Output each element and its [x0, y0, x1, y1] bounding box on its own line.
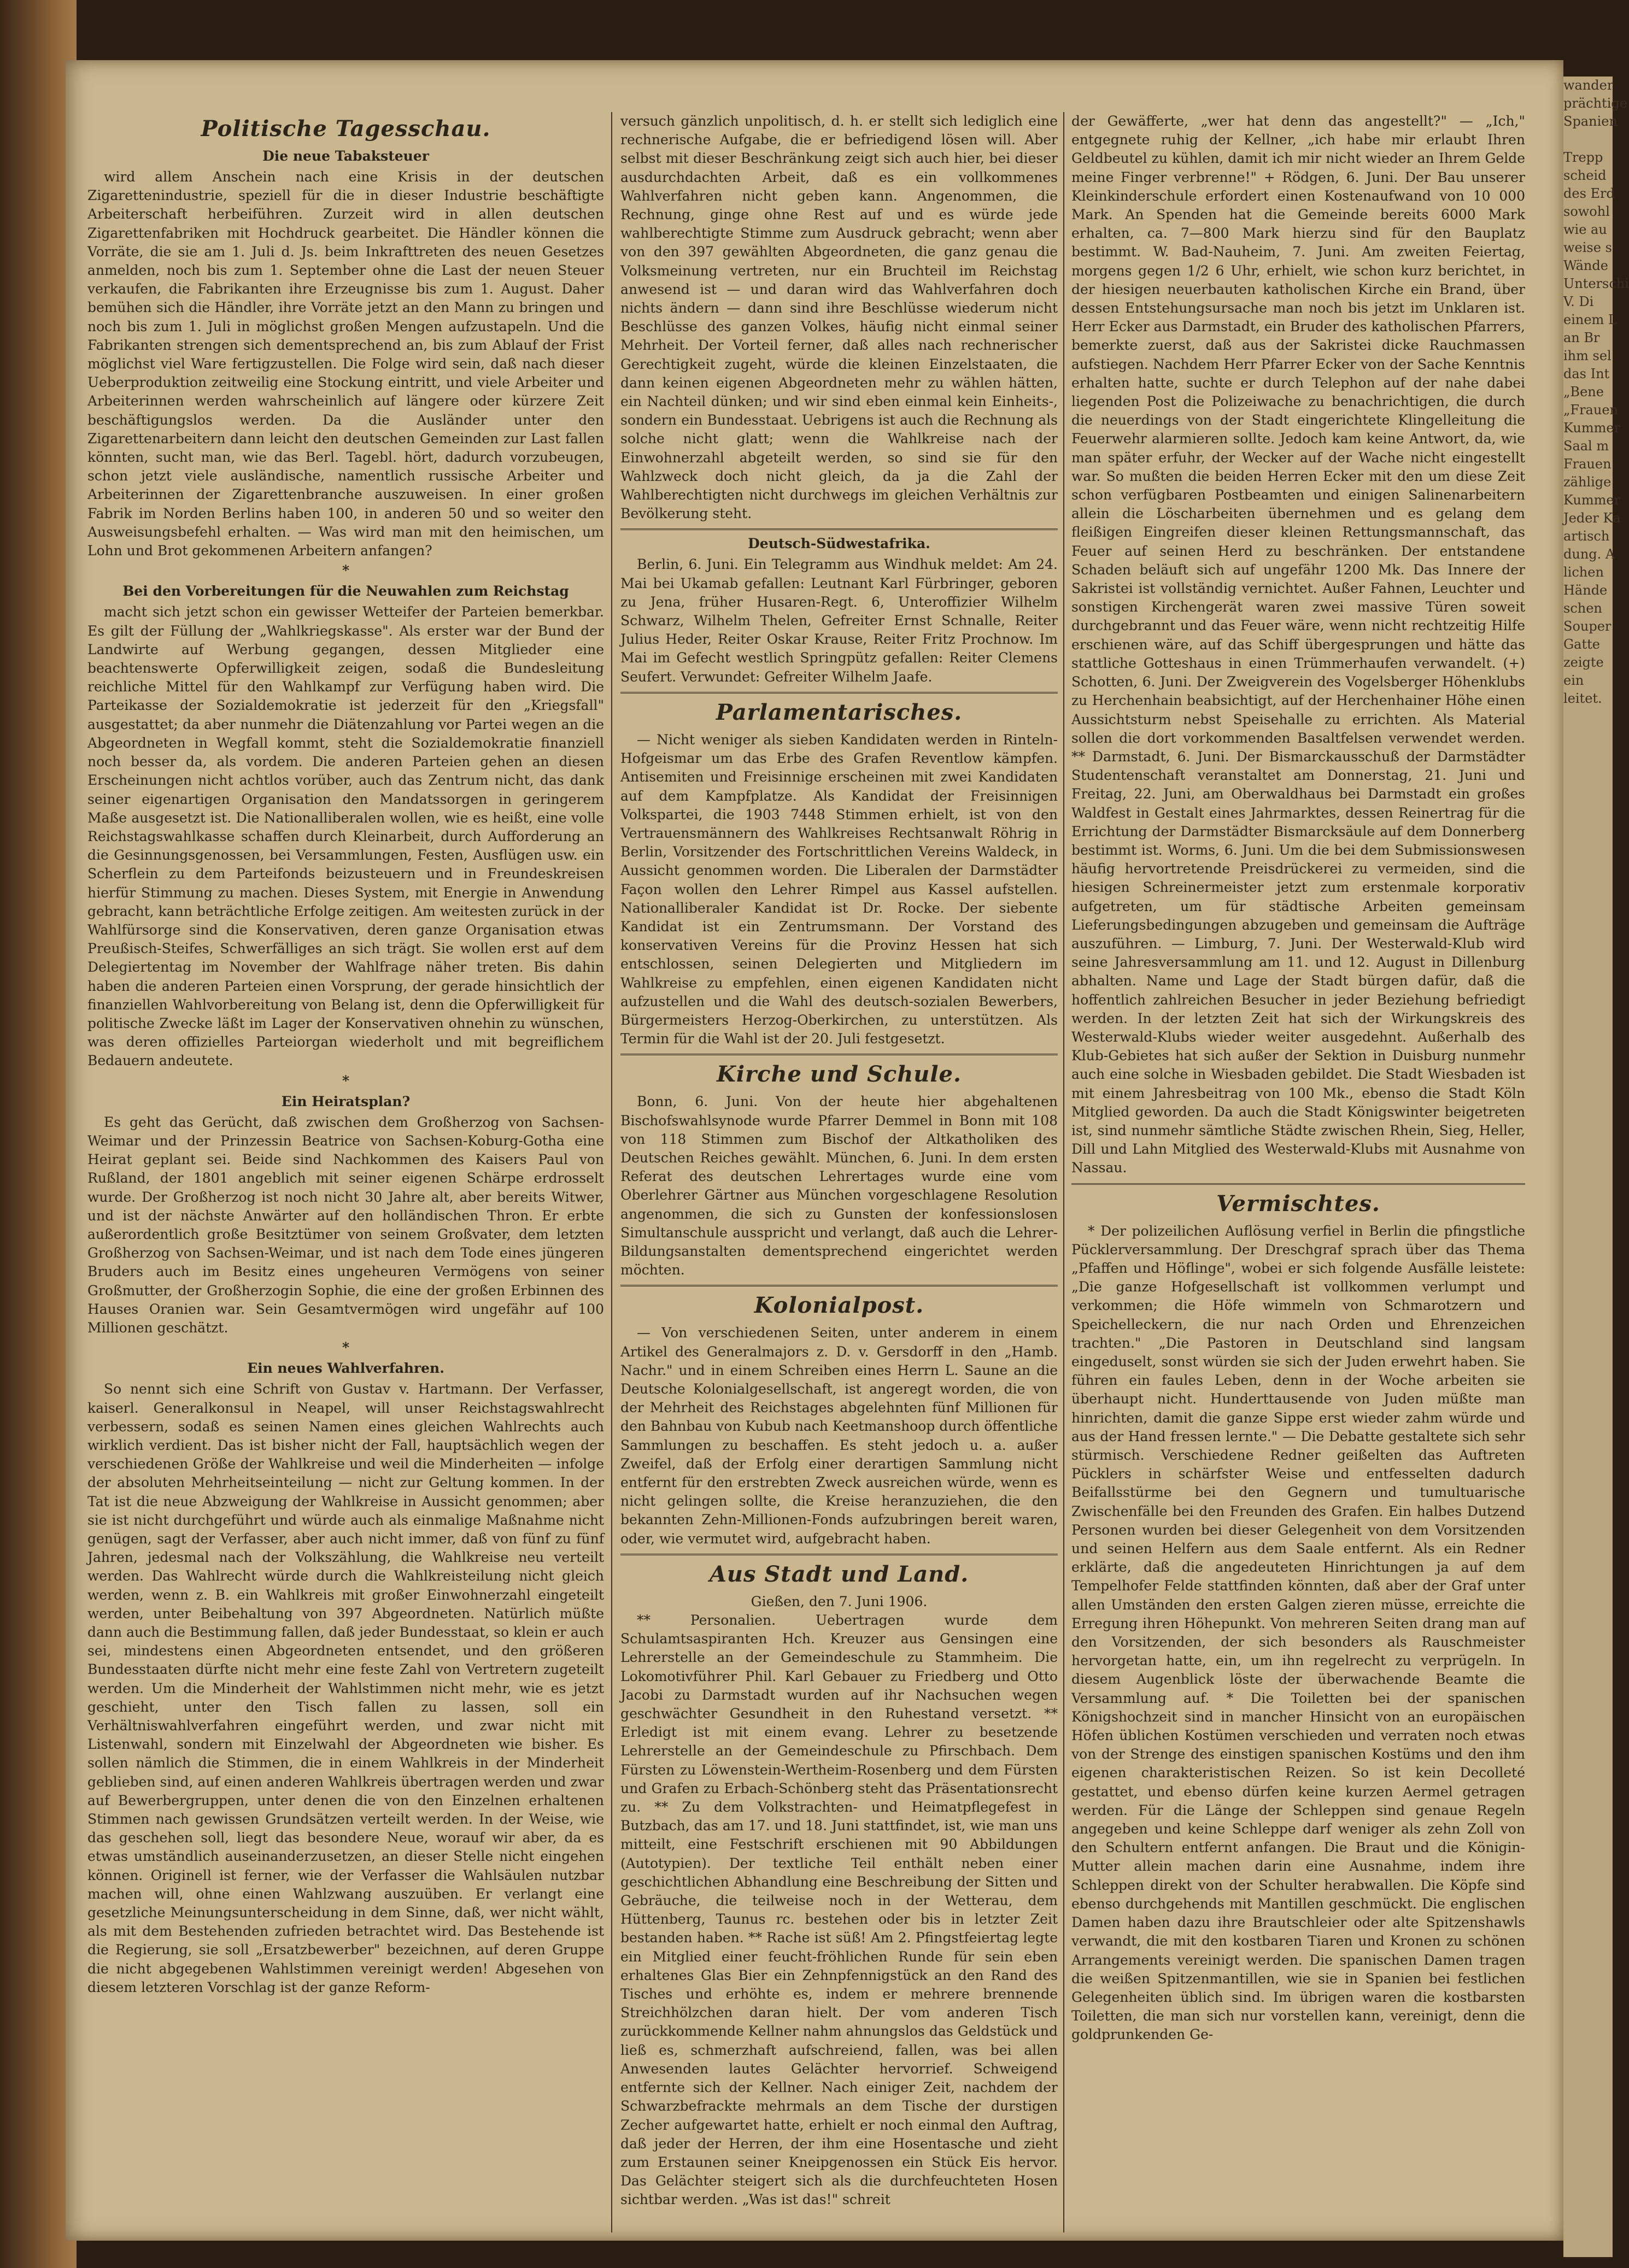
adjacent-page-line: „Frauen [1563, 402, 1618, 418]
article-text-parlamentarisches: — Nicht weniger als sieben Kandidaten werden in Rinteln-Hofgeismar um das Erbe des Grafen Reventlow kämpfen. Antisemiten und Freisinnige erscheinen mit zwei Kandidaten auf dem Kampfplatze. Als Kandidat der Freisinnigen Volkspartei, die 1903 7448 Stimmen erhielt, ist von den Vertrauensmännern des Wahlkreises Rechtsanwalt Röhrig in Berlin, Vorsitzender des Fortschrittlichen Vereins Waldeck, in Aussicht genommen worden. Die Liberalen der Darmstädter Façon wollen den Lehrer Rimpel aus Kassel aufstellen. Nationalliberaler Kandidat ist Dr. Rocke. Der siebente Kandidat ist ein Zentrumsmann. Der Vorstand des konservativen Vereins für die Provinz Hessen hat sich entschlossen, seinen Delegierten und Mitgliedern im Wahlkreise zu empfehlen, einen eigenen Kandidaten nicht aufzustellen und die Wahl des deutsch-sozialen Bewerbers, Bürgermeisters Herzog-Oberkirchen, zu unterstützen. Als Termin für die Wahl ist der 20. Juli festgesetzt. [620, 731, 1058, 1047]
adjacent-page-line: Wände [1563, 258, 1608, 273]
dateline: Gießen, den 7. Juni 1906. [751, 1593, 928, 1609]
article-title-tabaksteuer: Die neue Tabaksteuer [262, 148, 429, 164]
article-text-heiratsplan: Es geht das Gerücht, daß zwischen dem Großherzog von Sachsen-Weimar und der Prinzessin Beatrice von Sachsen-Koburg-Gotha eine Heirat geplant sei. Beide sind Nachkommen des Kaisers Paul von Rußland, der 1801 angeblich mit seiner eigenen Schärpe erdrosselt wurde. Der Großherzog ist noch nicht 30 Jahre alt, aber bereits Witwer, und ist der nächste Anwärter auf den holländischen Thron. Er erbte außerordentlich große Besitztümer von seinem Großvater, dem letzten Großherzog von Sachsen-Weimar, und ist nach dem Tode eines jüngeren Bruders auch im Besitz eines ungeheuren Vermögens von seiner Großmutter, der Großherzogin Sophie, die eine der großen Erbinnen des Hauses Oranien war. Sein Gesamtvermögen wird ungefähr auf 100 Millionen geschätzt. [87, 1114, 604, 1336]
adjacent-page-line: wander [1563, 78, 1614, 93]
section-title-parlamentarisches: Parlamentarisches. [716, 699, 963, 725]
separator-star: * [342, 1339, 350, 1356]
adjacent-page-line: wie au [1563, 222, 1607, 237]
adjacent-page-line: Kummer [1563, 420, 1621, 436]
article-text-stadt-land-cont: der Gewäfferte, „wer hat denn das angestellt?" — „Ich," entgegnete ruhig der Kellner, „ich habe mir erlaubt Ihren Geldbeutel zu kühlen, damit ich mir nicht wieder an Ihrem Gelde meine Finger verbrenne!" + Rödgen, 6. Juni. Der Bau unserer Kleinkinderschule erfordert einen Kostenaufwand von 10 000 Mark. An Spenden hat die Gemeinde bereits 6000 Mark erhalten, ca. 7—800 Mark hierzu sind für den Bauplatz bestimmt. W. Bad-Nauheim, 7. Juni. Am zweiten Feiertag, morgens gegen 1/2 6 Uhr, erhielt, wie schon kurz berichtet, in der hiesigen neuerbauten katholischen Kirche ein Brand, über dessen Entstehungsursache man noch bis jetzt im Unklaren ist. Herr Ecker aus Darmstadt, ein Bruder des katholischen Pfarrers, bemerkte zuerst, daß aus der Sakristei dicke Rauchmassen aufstiegen. Nachdem Herr Pfarrer Ecker von der Sache Kenntnis erhalten hatte, suchte er durch Telephon auf der nahe dabei liegenden Post die Polizeiwache zu benachrichtigen, die durch die neuerdings von der Stadt eingerichtete Klingelleitung die Feuerwehr alarmieren sollte. Jedoch kam keine Antwort, da, wie man später erfuhr, der Wecker auf der Wache nicht eingestellt war. So mußten die beiden Herren Ecker mit den um diese Zeit schon verfügbaren Postbeamten und einigen Salinenarbeitern allein die Löscharbeiten übernehmen und es gelang dem fleißigen Eingreifen dieser kleinen Rettungsmannschaft, das Feuer auf seinen Herd zu beschränken. Der entstandene Schaden beläuft sich auf ungefähr 1200 Mk. Das Innere der Sakristei ist vollständig vernichtet. Außer Fahnen, Leuchter und sonstigen Kirchengerät waren zwei massive Türen soweit durchgebrannt und das Feuer wäre, wenn nicht rechtzeitig Hilfe erschienen wäre, auf das Schiff übergesprungen und hätte das stattliche Gotteshaus in einen Trümmerhaufen verwandelt. (+) Schotten, 6. Juni. Der Zweigverein des Vogelsberger Höhenklubs zu Herchenhain beabsichtigt, auf der Herchenhainer Höhe einen Aussichtsturm nebst Speisehalle zu errichten. Als Material sollen die dort vorkommenden Basaltfelsen verwendet werden. ** Darmstadt, 6. Juni. Der Bismarckausschuß der Darmstädter Studentenschaft veranstaltet am Donnerstag, 21. Juni und Freitag, 22. Juni, am Oberwaldhaus bei Darmstadt ein großes Waldfest in Gestalt eines Jahrmarktes, dessen Reinertrag für die Errichtung der Darmstädter Bismarcksäule auf dem Donnerberg bestimmt ist. Worms, 6. Juni. Um die bei dem Submissionswesen häufig hervortretende Preisdrückerei zu vermeiden, sind die hiesigen Schreinermeister jetzt zum erstenmale korporativ aufgetreten, um für städtische Arbeiten gemeinsam Lieferungsbedingungen abzugeben und gemeinsam die Aufträge auszuführen. — Limburg, 7. Juni. Der Westerwald-Klub wird seine Jahresversammlung am 11. und 12. August in Dillenburg abhalten. Name und Lage der Stadt bürgen dafür, daß die hoffentlich zahlreichen Besucher in jeder Beziehung befriedigt werden. In der letzten Zeit hat sich der Wirkungskreis des Westerwald-Klubs wieder weiter ausgedehnt. Außerhalb des Klub-Gebietes hat sich außer der Sektion in Duisburg nunmehr auch eine solche in Wiesbaden gebildet. Die Stadt Wiesbaden ist mit einem Jahresbeitrag von 100 Mk., ebenso die Stadt Köln Mitglied geworden. Da auch die Stadt Königswinter beigetreten ist, sind nunmehr sämtliche Städte zwischen Rhein, Sieg, Heller, Dill und Lahn Mitglied des Westerwald-Klubs mit Ausnahme von Nassau. [1071, 113, 1525, 1176]
section-rule [620, 1285, 1058, 1286]
adjacent-page-line: Trepp [1563, 150, 1603, 165]
column-divider [611, 112, 612, 2232]
adjacent-page-line: Souper [1563, 619, 1612, 634]
book-binding [0, 0, 77, 2268]
adjacent-page-line: V. Di [1563, 294, 1594, 309]
adjacent-page-line: artisch [1563, 528, 1610, 544]
adjacent-page-line: Spanien [1563, 114, 1618, 129]
adjacent-page-line: Frauen [1563, 456, 1612, 472]
section-title-politische-tagesschau: Politische Tagesschau. [201, 116, 491, 142]
adjacent-page-line: weise s [1563, 240, 1612, 255]
adjacent-page-line: Gatte [1563, 637, 1600, 652]
section-rule [620, 692, 1058, 694]
adjacent-page-line: leitet. [1563, 691, 1602, 706]
adjacent-page-line: zählige [1563, 474, 1612, 490]
column-3 [1071, 112, 1525, 2232]
adjacent-page-line: Kummer [1563, 492, 1621, 508]
section-title-stadt-land: Aus Stadt und Land. [709, 1561, 969, 1587]
adjacent-page-line: an Br [1563, 330, 1600, 345]
adjacent-page-line: das Int [1563, 366, 1610, 381]
adjacent-page-line [1563, 131, 1613, 149]
adjacent-page-line: dung. A [1563, 547, 1615, 562]
adjacent-page-strip [1563, 77, 1629, 2257]
section-title-kolonialpost: Kolonialpost. [754, 1292, 924, 1319]
article-text-tabaksteuer: wird allem Anschein nach eine Krisis in der deutschen Zigarettenindustrie, speziell für die in dieser Industrie beschäftigte Arbeiterschaft herbeiführen. Zurzeit wird in allen deutschen Zigarettenfabriken mit Hochdruck gearbeitet. Die Händler können die Vorräte, die sie am 1. Juli d. Js. beim Inkrafttreten des neuen Gesetzes anmelden, noch bis zum 1. September ohne die Last der neuen Steuer verkaufen, die Fabrikanten ihre Erzeugnisse bis zum 1. August. Daher bemühen sich die Händler, ihre Vorräte jetzt an den Mann zu bringen und noch bis zum 1. Juli in möglichst großen Mengen aufzustapeln. Und die Fabrikanten strengen sich dementsprechend an, bis zum Ablauf der Frist möglichst viel Ware fertigzustellen. Die Folge wird sein, daß nach dieser Ueberproduktion zeitweilig eine Stockung eintritt, und viele Arbeiter und Arbeiterinnen werden wahrscheinlich auf längere oder kürzere Zeit beschäftigungslos werden. Da die Ausländer unter den Zigarettenarbeitern dann leicht den deutschen Gemeinden zur Last fallen könnten, sucht man, wie das Berl. Tagebl. hört, dadurch vorzubeugen, schon jetzt viele ausländische, namentlich russische Arbeiter und Arbeiterinnen der Zigarettenbranche auszuweisen. In einer großen Fabrik im Norden Berlins haben 100, in anderen 50 und so weiter den Ausweisungsbefehl erhalten. — Was wird man mit den heimischen, um Lohn und Brot gekommenen Arbeitern anfangen? [87, 169, 604, 559]
article-text-vermischtes: * Der polizeilichen Auflösung verfiel in Berlin die pfingstliche Pücklerversammlung. Der Dreschgraf sprach über das Thema „Pfaffen und Höflinge", wobei er sich folgende Ausfälle leistete: „Die ganze Hofgesellschaft ist vollkommen verlumpt und verkommen; die Höfe wimmeln von Schmarotzern und Speichelleckern, die nur nach Orden und Ehrenzeichen trachten." „Die Pastoren in Deutschland sind langsam eingeduselt, sonst würden sie sich der Juden erwehrt haben. Sie führen ein faules Leben, denn in der Woche arbeiten sie überhaupt nicht. Hunderttausende von Juden müßte man hinrichten, damit die ganze Sippe erst wieder zahm würde und aus der Hand fressen lernte." — Die Debatte gestaltete sich sehr stürmisch. Verschiedene Redner geißelten das Auftreten Pücklers in schärfster Weise und entfesselten dadurch Beifallsstürme bei den Gegnern und tumultuarische Zwischenfälle bei den Freunden des Grafen. Ein halbes Dutzend Personen wurden bei dieser Gelegenheit von dem Vorsitzenden und seinen Helfern aus dem Saale entfernt. Als ein Redner erklärte, daß die angedeuteten Hinrichtungen ja auf dem Tempelhofer Felde stattfinden könnten, daß aber der Graf unter allen Umständen den ersten Galgen zieren müsse, erreichte die Erregung ihren Höhepunkt. Von mehreren Seiten drang man auf den Vorsitzenden, der sich besonders als Rauschmeister hervorgetan hatte, ein, um ihn regelrecht zu verprügeln. In diesem Augenblick löste der überwachende Beamte die Versammlung auf. * Die Toiletten bei der spanischen Königshochzeit sind in mancher Hinsicht von an europäischen Höfen üblichen Kostümen verschieden und verraten noch etwas von der Strenge des einstigen spanischen Kostüms und den ihm eigenen charakteristischen Reizen. So ist kein Decolleté gestattet, und ebenso dürfen keine kurzen Aermel getragen werden. Für die Länge der Schleppen sind genaue Regeln angegeben und keine Schleppe darf weniger als zehn Zoll von den Schultern entfernt anfangen. Die Braut und die Königin-Mutter allein machen darin eine Ausnahme, indem ihre Schleppen direkt von der Schulter herabwallen. Die Köpfe sind ebenso durchgehends mit Mantillen geschmückt. Die englischen Damen haben dazu ihre Brautschleier oder alte Spitzenshawls verwandt, die mit den kostbaren Tiaren und Kronen zu schönen Arrangements vereinigt werden. Die spanischen Damen tragen die weißen Spitzenmantillen, wie sie in Spanien bei festlichen Gelegenheiten üblich sind. Im übrigen waren die kostbarsten Toiletten, die man sich nur vorstellen kann, vereinigt, denn die goldprunkenden Ge- [1071, 1223, 1525, 2043]
section-title-suedwestafrika: Deutsch-Südwestafrika. [748, 536, 930, 552]
article-text-kirche-schule: Bonn, 6. Juni. Von der heute hier abgehaltenen Bischofswahlsynode wurde Pfarrer Demmel in Bonn mit 108 von 118 Stimmen zum Bischof der Altkatholiken des Deutschen Reiches gewählt. München, 6. Juni. In dem ersten Referat des deutschen Lehrertages wurde eine vom Oberlehrer Gärtner aus München vorgeschlagene Resolution angenommen, die sich zu Gunsten der konfessionslosen Simultanschule ausspricht und verlangt, daß auch die Lehrer-Bildungsanstalten dementsprechend eingerichtet werden möchten. [620, 1094, 1058, 1278]
adjacent-page-line: Unterschi [1563, 276, 1629, 291]
separator-star: * [342, 562, 350, 579]
article-text-stadt-land: ** Personalien. Uebertragen wurde dem Schulamtsaspiranten Hch. Kreuzer aus Gensingen eine Lehrerstelle an der Gemeindeschule zu Stammheim. Die Lokomotivführer Phil. Karl Gebauer zu Friedberg und Otto Jacobi zu Darmstadt wurden auf ihr Nachsuchen wegen geschwächter Gesundheit in den Ruhestand versetzt. ** Erledigt ist mit einem evang. Lehrer zu besetzende Lehrerstelle an der Gemeindeschule zu Pfirschbach. Dem Fürsten zu Löwenstein-Wertheim-Rosenberg und dem Fürsten und Grafen zu Erbach-Schönberg steht das Präsentationsrecht zu. ** Zu dem Volkstrachten- und Heimatpflegefest in Butzbach, das am 17. und 18. Juni stattfindet, ist, wie man uns mitteilt, eine Festschrift erschienen mit 90 Abbildungen (Autotypien). Der textliche Teil enthält neben einer geschichtlichen Abhandlung eine Beschreibung der Sitten und Gebräuche, die teilweise noch in der Wetterau, dem Hüttenberg, Taunus rc. bestehen oder bis in letzter Zeit bestanden haben. ** Rache ist süß! Am 2. Pfingstfeiertag legte ein Mitglied einer feucht-fröhlichen Runde für sein eben erhaltenes Glas Bier ein Zehnpfennigstück an den Rand des Tisches und erhöhte es, indem er mehrere brennende Streichhölzchen daran hielt. Der vom anderen Tisch zurückkommende Kellner nahm ahnungslos das Geldstück und ließ es, schmerzhaft aufschreiend, fallen, was bei allen Anwesenden lautes Gelächter hervorrief. Schweigend entfernte sich der Kellner. Nach einiger Zeit, nachdem der Schwarzbefrackte mehrmals an dem Tische der durstigen Zecher aufgewartet hatte, erhielt er noch einmal den Auftrag, daß jeder der Herren, der ihm eine Hosentasche und zieht zum Erstaunen seiner Kneipgenossen ein Stück Eis hervor. Das Gelächter steigert sich als die durchfeuchteten Hosen sichtbar werden. „Was ist das!" schreit [620, 1612, 1058, 2208]
adjacent-page-line: sowohl [1563, 204, 1610, 219]
column-divider [1063, 112, 1064, 2232]
adjacent-page-line: schen [1563, 601, 1602, 616]
article-text-kolonialpost: — Von verschiedenen Seiten, unter anderem in einem Artikel des Generalmajors z. D. v. Gersdorff in den „Hamb. Nachr." und in einem Schreiben eines Herrn L. Saune an die Deutsche Kolonialgesellschaft, ist angeregt worden, die von der Mehrheit des Reichstages abgelehnten fünf Millionen für den Bahnbau von Kubub nach Keetmanshoop durch öffentliche Sammlungen zu beschaffen. Es steht jedoch u. a. außer Zweifel, daß der Erfolg einer derartigen Sammlung nicht entfernt für den erstrebten Zweck ausreichen würde, wenn es nicht gelingen sollte, die Kreise heranzuziehen, die den bekannten Zehn-Millionen-Fonds aufzubringen bereit waren, oder, wie vermutet wird, aufgebracht haben. [620, 1325, 1058, 1547]
column-2 [620, 112, 1058, 2232]
article-text-suedwestafrika: Berlin, 6. Juni. Ein Telegramm aus Windhuk meldet: Am 24. Mai bei Ukamab gefallen: Leutnant Karl Fürbringer, geboren zu Jena, früher Husaren-Regt. 6, Unteroffizier Wilhelm Schwarz, Wilhelm Thelen, Gefreiter Ernst Schnalle, Reiter Julius Heder, Reiter Oskar Krause, Reiter Fritz Prochnow. Im Mai im Gefecht westlich Springpütz gefallen: Reiter Clemens Seufert. Verwundet: Gefreiter Wilhelm Jaafe. [620, 556, 1058, 685]
section-rule [620, 528, 1058, 530]
adjacent-page-line: ihm sel [1563, 348, 1612, 363]
adjacent-page-line: „Bene [1563, 384, 1604, 399]
section-title-vermischtes: Vermischtes. [1216, 1190, 1380, 1217]
adjacent-page-line: einem L [1563, 312, 1617, 327]
adjacent-page-line: des Erd [1563, 186, 1615, 201]
adjacent-page-line: Saal m [1563, 438, 1609, 454]
article-title-heiratsplan: Ein Heiratsplan? [281, 1093, 411, 1109]
separator-star: * [342, 1072, 350, 1089]
article-text-wahlverfahren: So nennt sich eine Schrift von Gustav v. Hartmann. Der Verfasser, kaiserl. Generalkonsul in Neapel, will unser Reichstagswahlrecht verbessern, sodaß es seinen Namen eines gleichen Wahlrechts auch wirklich verdient. Das ist bisher nicht der Fall, hauptsächlich wegen der verschiedenen Größe der Wahlkreise und weil die Minderheiten — infolge der absoluten Mehrheitseinteilung — nicht zur Geltung kommen. In der Tat ist die neue Abzweigung der Wahlkreise in Aussicht genommen; aber sie ist nicht durchgeführt und würde auch als einmalige Maßnahme nicht genügen, sagt der Verfasser, aber auch nicht immer, daß von fünf zu fünf Jahren, jedesmal nach der Volkszählung, die Wahlkreise neu verteilt werden. Das Wahlrecht würde durch die Wahlkreisteilung nicht gleich werden, wenn z. B. ein Wahlkreis mit großer Einwohnerzahl eingeteilt werden, unter Beibehaltung von 397 Abgeordneten. Natürlich müßte dann auch die Bestimmung fallen, daß jeder Bundesstaat, so klein er auch sei, mindestens einen Abgeordneten entsendet, und den größeren Bundesstaaten dürfte nicht mehr eine feste Zahl von Vertretern zugeteilt werden. Um die Minderheit der Wahlstimmen nicht mehr, wie es jetzt geschieht, unter den Tisch fallen zu lassen, soll ein Verhältniswahlverfahren eingeführt werden, und zwar nicht mit Listenwahl, sondern mit Einzelwahl der Abgeordneten wie bisher. Es sollen nämlich die Stimmen, die in einem Wahlkreis in der Minderheit geblieben sind, auf einen anderen Wahlkreis übertragen werden und zwar auf Bewerbergruppen, unter denen die von den Einzelnen erhaltenen Stimmen nach gewissen Grundsätzen verteilt werden. In der Weise, wie das geschehen soll, liegt das besondere Neue, worauf wir aber, da es etwas umständlich auseinanderzusetzen, an dieser Stelle nicht eingehen können. Originell ist ferner, wie der Verfasser die Wahlsäulen nutzbar machen will, ohne einen Wahlzwang auszuüben. Er verlangt eine gesetzliche Meinungsunterscheidung in dem Sinne, daß, wer nicht wählt, als mit dem Bestehenden zufrieden betrachtet wird. Das Bestehende ist die Regierung, sie soll „Ersatzbewerber" bezeichnen, auf deren Gruppe die nicht abgegebenen Wahlstimmen vereinigt werden! Abgesehen von diesem letzteren Vorschlag ist der ganze Reform- [87, 1381, 604, 1995]
section-title-kirche-schule: Kirche und Schule. [717, 1061, 962, 1088]
section-rule [620, 1054, 1058, 1055]
article-text-wahlverfahren-cont: versuch gänzlich unpolitisch, d. h. er stellt sich lediglich eine rechnerische Aufgabe, die er befriedigend lösen will. Aber selbst mit dieser Beschränkung zeigt sich auch hier, bei dieser ausdurchdachten Arbeit, daß es ein vollkommenes Wahlverfahren nicht geben kann. Angenommen, die Rechnung, ginge ohne Rest auf und es würde jede wahlberechtigte Stimme zum Ausdruck gebracht; wenn aber von den 397 gewählten Abgeordneten, die ganz genau die Volksmeinung vertreten, nur ein Bruchteil im Reichstag anwesend ist — und daran wird das Wahlverfahren doch nichts ändern — dann sind ihre Beschlüsse wiederum nicht Beschlüsse des ganzen Volkes, häufig nicht einmal seiner Mehrheit. Der Vorteil ferner, daß alles nach rechnerischer Gerechtigkeit zugeht, würde die kleinen Einzelstaaten, die dann keinen eigenen Abgeordneten mehr zu wählen hätten, ein Nachteil dünken; und wir sind eben einmal kein Einheits-, sondern ein Bundesstaat. Uebrigens ist auch die Rechnung als solche nicht glatt; wenn die Wahlkreise nach der Einwohnerzahl abgeteilt werden, so sind sie für den Wahlzweck doch nicht gleich, da ja die Zahl der Wahlberechtigten nicht durchwegs im gleichen Verhältnis zur Bevölkerung steht. [620, 113, 1058, 522]
article-title-neuwahlen: Bei den Vorbereitungen für die Neuwahlen zum Reichstag [122, 583, 569, 600]
adjacent-page-line: Jeder Ka [1563, 510, 1621, 526]
section-rule [1071, 1183, 1525, 1185]
article-title-wahlverfahren: Ein neues Wahlverfahren. [247, 1360, 444, 1377]
adjacent-page-line: prächtige [1563, 96, 1627, 111]
adjacent-page-line: Hände [1563, 583, 1608, 598]
adjacent-page-line: lichen [1563, 565, 1604, 580]
adjacent-page-line: ein [1563, 673, 1584, 688]
column-1 [87, 112, 604, 2232]
adjacent-page-line: scheid [1563, 168, 1607, 183]
article-text-neuwahlen: macht sich jetzt schon ein gewisser Wetteifer der Parteien bemerkbar. Es gilt der Füllung der „Wahlkriegskasse". Als erster war der Bund der Landwirte auf Werbung gegangen, dessen Mitglieder eine beachtenswerte Opferwilligkeit zeigen, sodaß die Bundesleitung reichliche Mittel für den Wahlkampf zur Verfügung haben wird. Die Parteikasse der Sozialdemokratie ist jederzeit für den „Kriegsfall" ausgestattet; da aber nunmehr die Diätenzahlung vor Partei wegen an die Abgeordneten in Wegfall kommt, steht die Sozialdemokratie finanziell noch besser da, als vordem. Die anderen Parteien gehen an diesen Erscheinungen nicht achtlos vorüber, auch das Zentrum nicht, das dank seiner eigenartigen Organisation den Mandatssorgen in geringerem Maße ausgesetzt ist. Die Nationalliberalen wollen, wie es heißt, eine volle Reichstagswahlkasse schaffen durch Kleinarbeit, durch Aufforderung an die Gesinnungsgenossen, bei Versammlungen, Festen, Ausflügen usw. ein Scherflein zu dem Parteifonds beizusteuern und in Freundeskreisen hierfür Stimmung zu machen. Dieses System, mit Energie in Anwendung gebracht, kann beträchtliche Erfolge zeitigen. Am weitesten zurück in der Wahlfürsorge sind die Konservativen, deren ganze Organisation etwas Preußisch-Steifes, Schwerfälliges an sich trägt. Sie wollen erst auf dem Delegiertentag im November der Wahlfrage näher treten. Bis dahin haben die anderen Parteien einen Vorsprung, der gerade hinsichtlich der finanziellen Wahlvorbereitung von Belang ist, denn die Opferwilligkeit für politische Zwecke läßt im Lager der Konservativen ohnehin zu wünschen, was deren offizielles Parteiorgan wiederholt und mit begreiflichem Bedauern andeutete. [87, 604, 604, 1069]
section-rule [620, 1554, 1058, 1555]
adjacent-page-line: zeigte [1563, 655, 1604, 670]
